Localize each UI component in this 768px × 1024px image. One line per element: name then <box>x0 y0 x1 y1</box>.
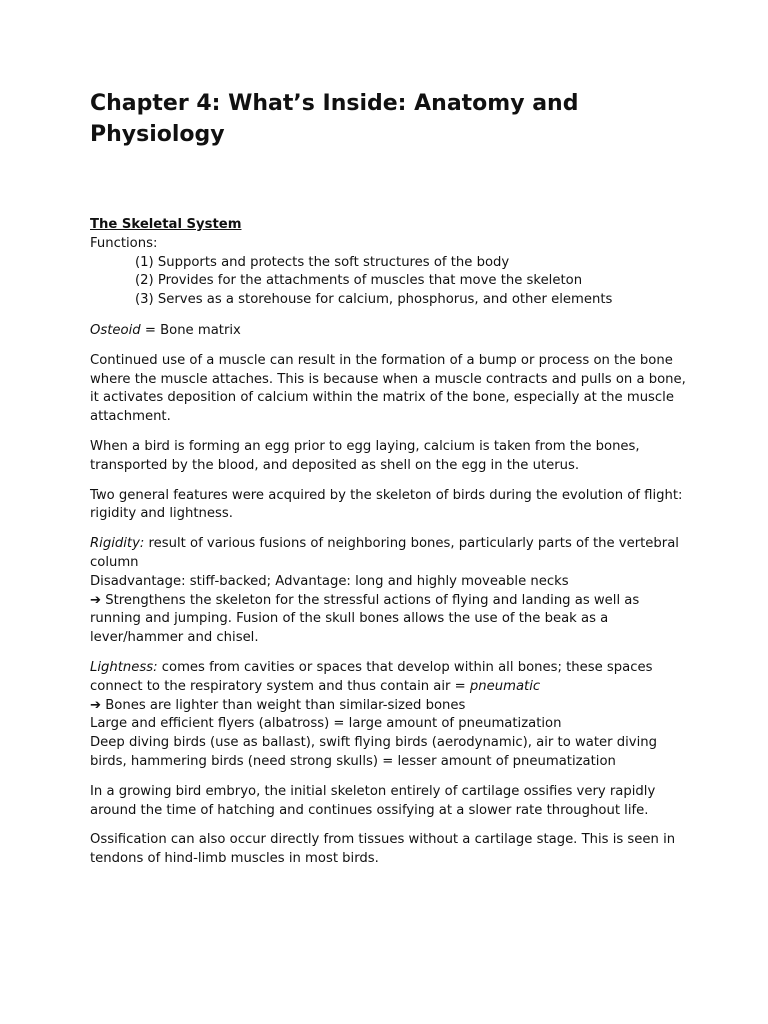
arrow-icon: ➔ <box>90 697 102 713</box>
document-body <box>90 216 690 869</box>
functions-label: Functions: <box>90 235 158 251</box>
osteoid-definition <box>90 322 690 341</box>
paragraph-embryo: In a growing bird embryo, the initial skeleton entirely of cartilage ossifies very rapidly around the time of hatching and continues ossifying at a slower rate throughout life. <box>90 783 656 818</box>
function-item: (3) Serves as a storehouse for calcium, phosphorus, and other elements <box>135 292 613 308</box>
lightness-result <box>90 697 690 716</box>
lightness-flyers: Large and efficient flyers (albatross) = large amount of pneumatization <box>90 716 562 732</box>
rigidity-benefit <box>90 592 690 648</box>
function-item: (1) Supports and protects the soft structures of the body <box>135 254 510 270</box>
lightness-definition <box>90 659 690 697</box>
rigidity-term: Rigidity: <box>90 536 145 552</box>
lightness-text: comes from cavities or spaces that develop within all bones; these spaces connect to the respiratory system and thus contain air = <box>90 659 653 694</box>
paragraph-features: Two general features were acquired by the skeleton of birds during the evolution of flight: rigidity and lightness. <box>90 487 683 522</box>
rigidity-definition <box>90 535 690 573</box>
paragraph-ossification: Ossification can also occur directly from tissues without a cartilage stage. This is seen in tendons of hind-limb muscles in most birds. <box>90 832 676 867</box>
chapter-title: Chapter 4: What’s Inside: Anatomy and Physiology <box>90 91 579 147</box>
rigidity-block <box>90 535 690 648</box>
arrow-icon: ➔ <box>90 592 102 608</box>
lightness-term: Lightness: <box>90 659 158 675</box>
paragraph-egg: When a bird is forming an egg prior to egg laying, calcium is taken from the bones, transported by the blood, and deposited as shell on the egg in the uterus. <box>90 438 640 473</box>
lightness-block <box>90 659 690 772</box>
osteoid-meaning: = Bone matrix <box>140 322 241 338</box>
document-page <box>90 88 690 869</box>
osteoid-term: Osteoid <box>90 322 141 338</box>
rigidity-benefit-text: Strengthens the skeleton for the stressful actions of flying and landing as well as running and jumping. Fusion of the skull bones allows the use of the beak as a lever/hammer and chisel. <box>90 592 640 646</box>
rigidity-tradeoff: Disadvantage: stiff-backed; Advantage: long and highly moveable necks <box>90 573 569 589</box>
function-item: (2) Provides for the attachments of muscles that move the skeleton <box>135 273 583 289</box>
lightness-result-text: Bones are lighter than weight than similar-sized bones <box>101 697 466 713</box>
rigidity-text: result of various fusions of neighboring bones, particularly parts of the vertebral column <box>90 536 679 570</box>
paragraph-muscle: Continued use of a muscle can result in the formation of a bump or process on the bone where the muscle attaches. This is because when a muscle contracts and pulls on a bone, it activates deposition of calcium within the matrix of the bone, especially at the muscle attachment. <box>90 352 686 425</box>
pneumatic-term: pneumatic <box>469 678 541 694</box>
section-heading: The Skeletal System <box>90 217 242 232</box>
lightness-divers: Deep diving birds (use as ballast), swift flying birds (aerodynamic), air to water diving birds, hammering birds (need strong skulls) = lesser amount of pneumatization <box>90 735 657 769</box>
